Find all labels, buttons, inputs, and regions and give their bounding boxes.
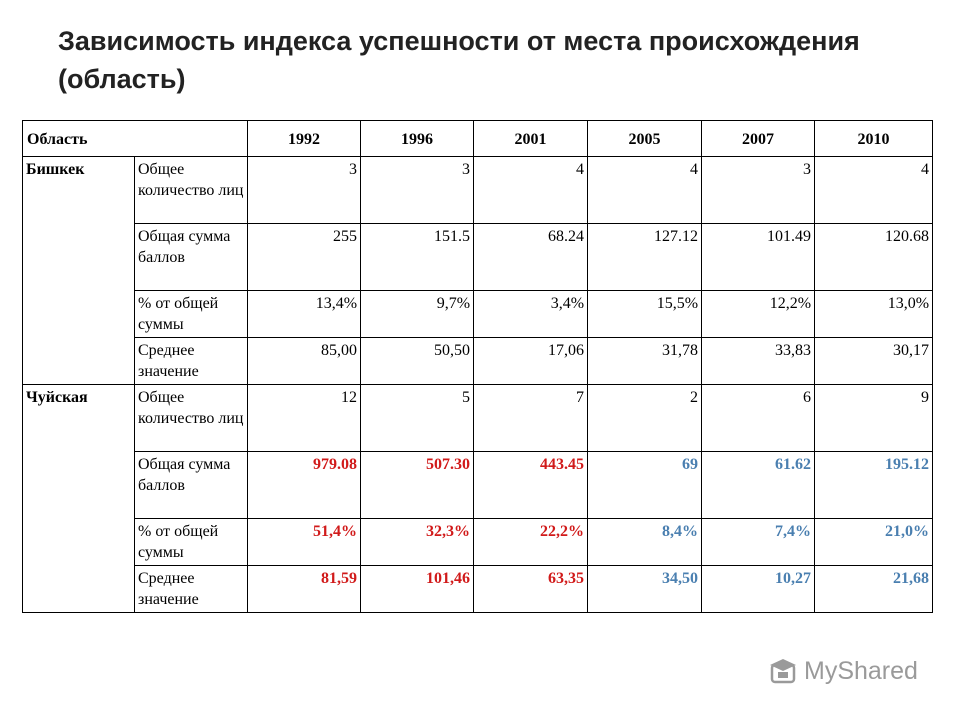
value-cell: 151.5: [361, 224, 474, 291]
table-row: [23, 519, 933, 566]
value-cell: 5: [361, 385, 474, 452]
metric-label: % от общей суммы: [135, 519, 248, 566]
value-cell: 7: [474, 385, 588, 452]
metric-label: % от общей суммы: [135, 291, 248, 338]
value-cell: 8,4%: [588, 519, 702, 566]
value-cell: 9: [815, 385, 933, 452]
year-header: 1996: [361, 121, 474, 157]
year-header: 2001: [474, 121, 588, 157]
value-cell: 120.68: [815, 224, 933, 291]
value-cell: 85,00: [248, 338, 361, 385]
table-row: [23, 338, 933, 385]
value-cell: 7,4%: [702, 519, 815, 566]
value-cell: 51,4%: [248, 519, 361, 566]
value-cell: 13,4%: [248, 291, 361, 338]
value-cell: 3: [702, 157, 815, 224]
value-cell: 13,0%: [815, 291, 933, 338]
metric-label: Общая сумма баллов: [135, 224, 248, 291]
watermark: [768, 656, 918, 686]
year-header: 2005: [588, 121, 702, 157]
metric-label: Общая сумма баллов: [135, 452, 248, 519]
year-header: 2010: [815, 121, 933, 157]
metric-label: Среднее значение: [135, 566, 248, 613]
value-cell: 63,35: [474, 566, 588, 613]
value-cell: 69: [588, 452, 702, 519]
value-cell: 443.45: [474, 452, 588, 519]
value-cell: 3: [361, 157, 474, 224]
region-column-header: Область: [23, 121, 248, 157]
value-cell: 81,59: [248, 566, 361, 613]
value-cell: 17,06: [474, 338, 588, 385]
table-body: [23, 157, 933, 613]
value-cell: 32,3%: [361, 519, 474, 566]
region-name: Чуйская: [23, 385, 135, 613]
table-row: [23, 157, 933, 224]
value-cell: 4: [474, 157, 588, 224]
table-row: [23, 385, 933, 452]
value-cell: 9,7%: [361, 291, 474, 338]
value-cell: 12: [248, 385, 361, 452]
value-cell: 21,68: [815, 566, 933, 613]
value-cell: 127.12: [588, 224, 702, 291]
value-cell: 31,78: [588, 338, 702, 385]
watermark-text: MyShared: [804, 656, 918, 685]
metric-label: Среднее значение: [135, 338, 248, 385]
region-name: Бишкек: [23, 157, 135, 385]
value-cell: 4: [815, 157, 933, 224]
metric-label: Общее количество лиц: [135, 385, 248, 452]
value-cell: 10,27: [702, 566, 815, 613]
value-cell: 6: [702, 385, 815, 452]
table-row: [23, 224, 933, 291]
value-cell: 195.12: [815, 452, 933, 519]
value-cell: 507.30: [361, 452, 474, 519]
value-cell: 33,83: [702, 338, 815, 385]
mortarboard-icon: [768, 656, 798, 686]
value-cell: 30,17: [815, 338, 933, 385]
value-cell: 15,5%: [588, 291, 702, 338]
metric-label: Общее количество лиц: [135, 157, 248, 224]
value-cell: 101.49: [702, 224, 815, 291]
table-row: [23, 566, 933, 613]
data-table: [22, 120, 933, 613]
value-cell: 68.24: [474, 224, 588, 291]
value-cell: 4: [588, 157, 702, 224]
value-cell: 255: [248, 224, 361, 291]
value-cell: 21,0%: [815, 519, 933, 566]
value-cell: 50,50: [361, 338, 474, 385]
value-cell: 3: [248, 157, 361, 224]
header-row: [23, 121, 933, 157]
value-cell: 2: [588, 385, 702, 452]
value-cell: 3,4%: [474, 291, 588, 338]
value-cell: 979.08: [248, 452, 361, 519]
table-row: [23, 452, 933, 519]
value-cell: 22,2%: [474, 519, 588, 566]
table-row: [23, 291, 933, 338]
slide-title: Зависимость индекса успешности от места происхождения (область): [58, 26, 860, 94]
year-header: 2007: [702, 121, 815, 157]
value-cell: 12,2%: [702, 291, 815, 338]
value-cell: 101,46: [361, 566, 474, 613]
year-header: 1992: [248, 121, 361, 157]
value-cell: 34,50: [588, 566, 702, 613]
value-cell: 61.62: [702, 452, 815, 519]
